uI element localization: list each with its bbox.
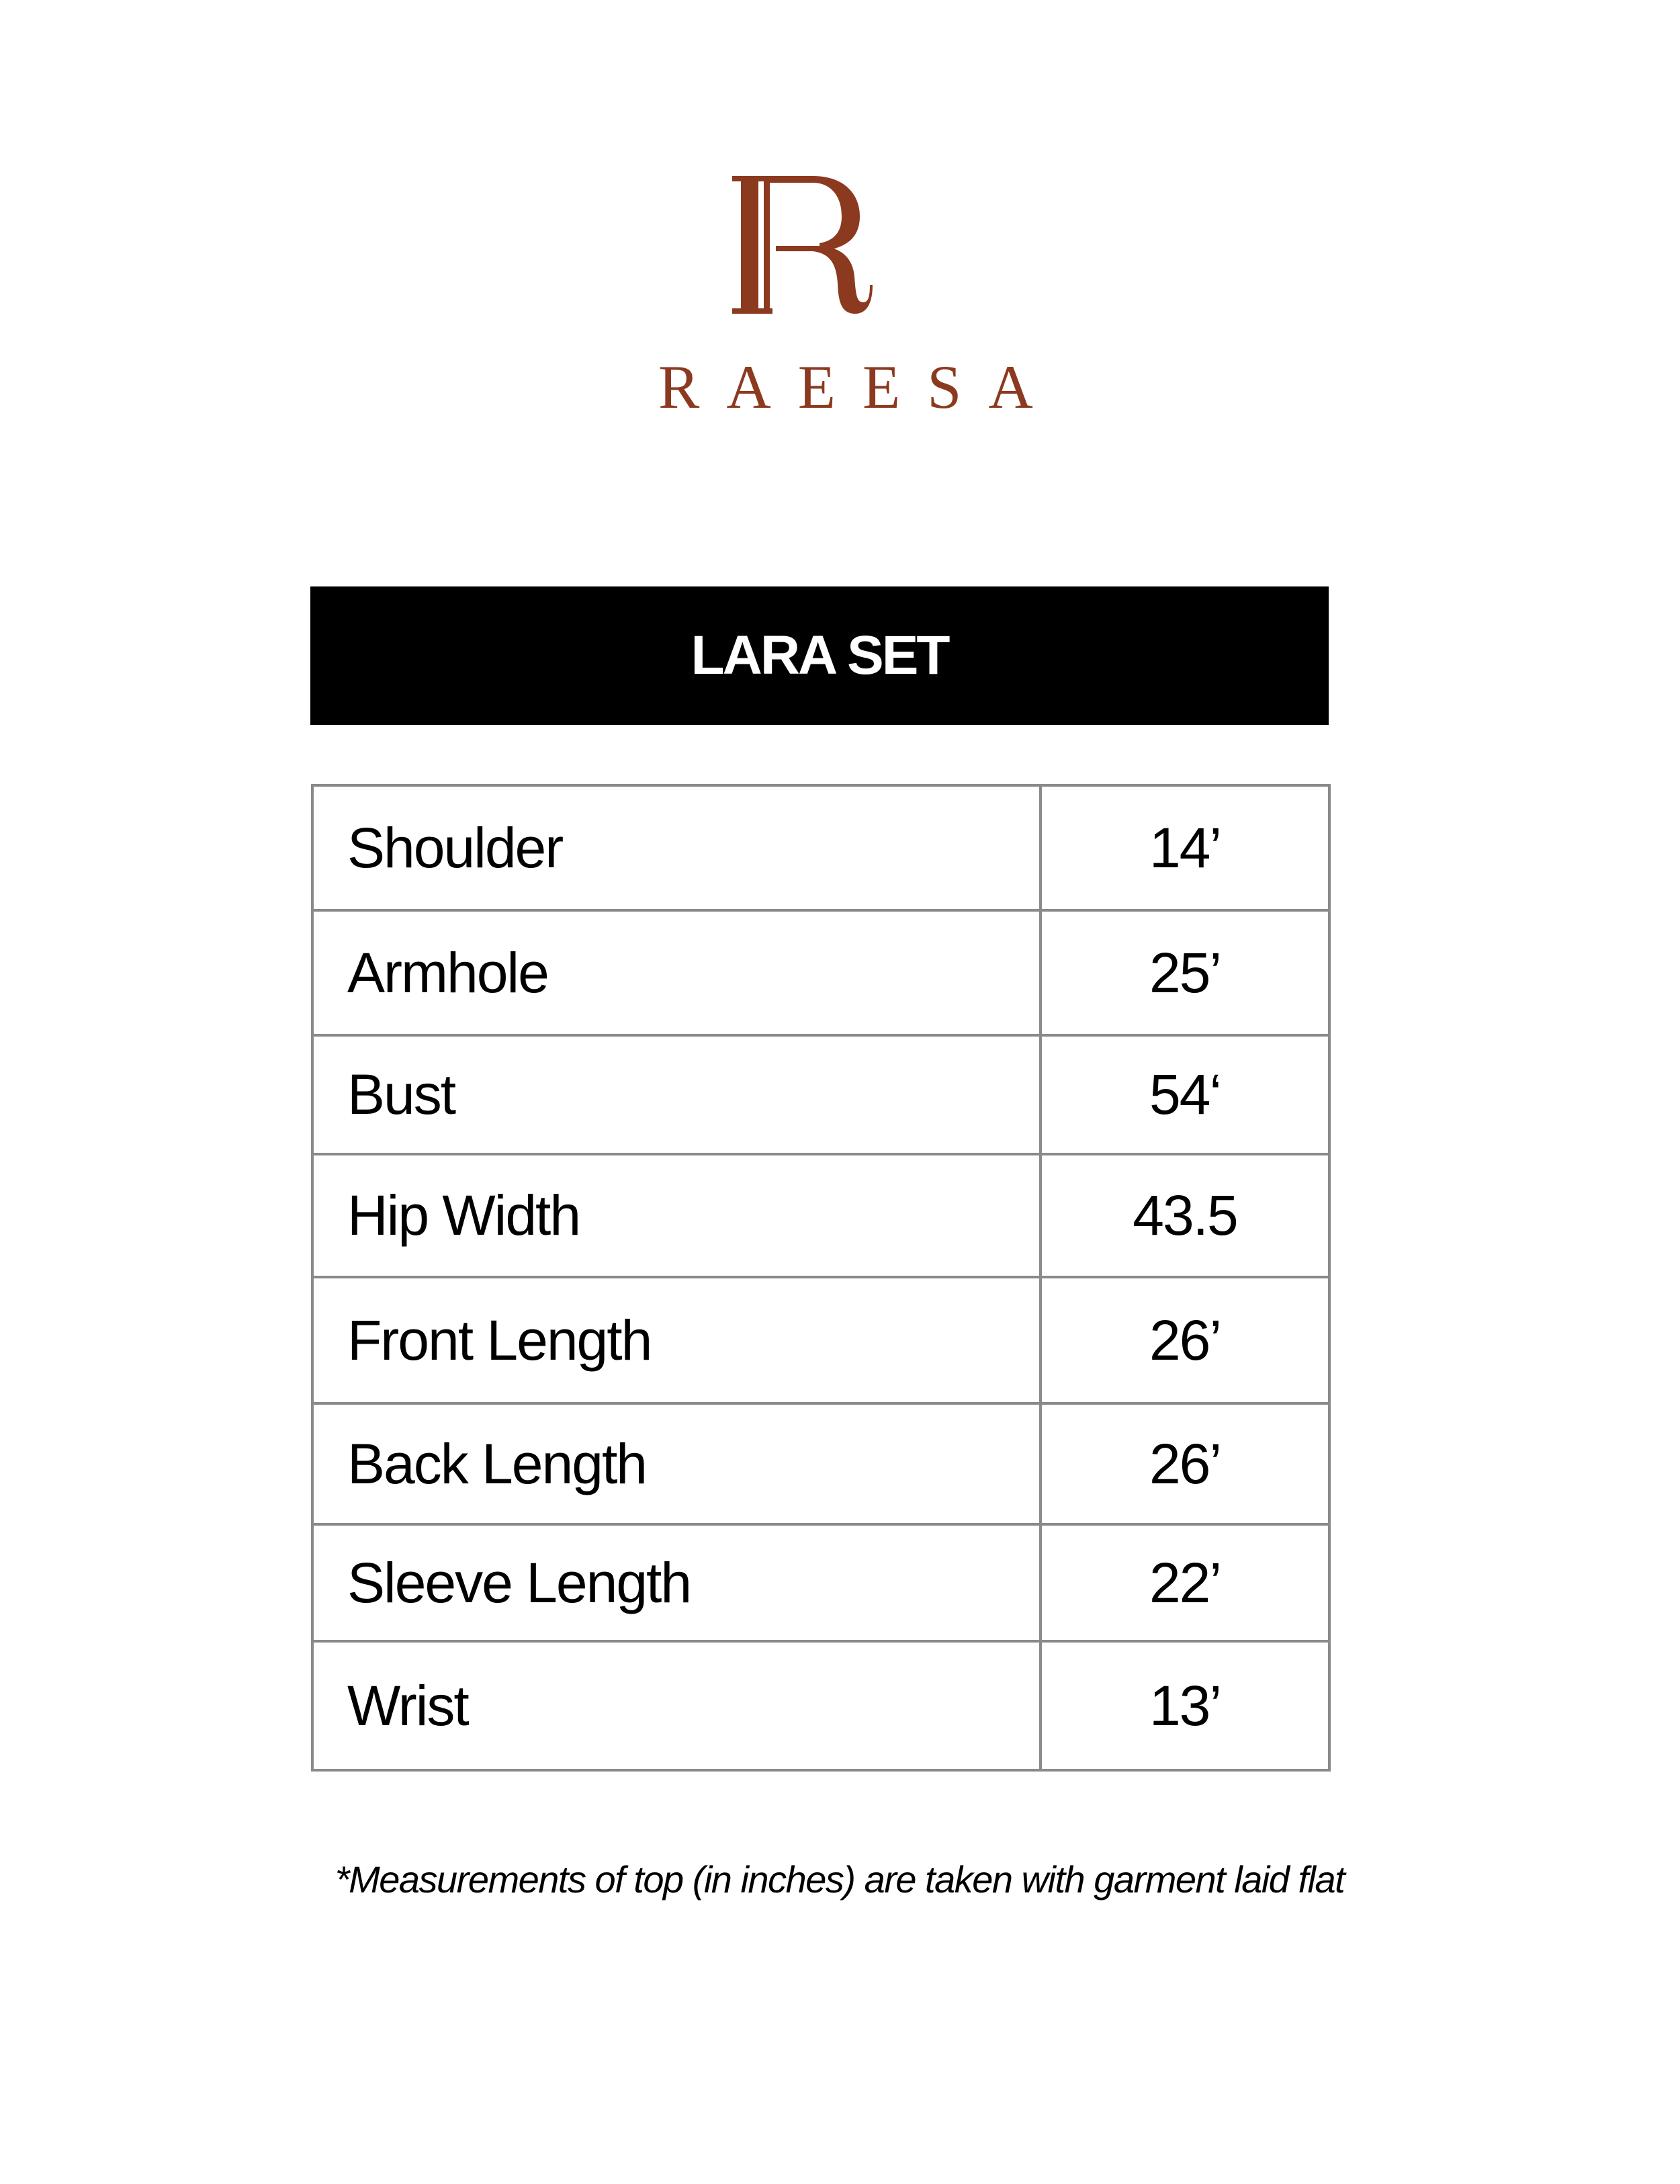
measurement-footnote: *Measurements of top (in inches) are taken with garment laid flat xyxy=(335,1858,1345,1901)
measurement-value: 26’ xyxy=(1041,1403,1329,1524)
measurement-label: Wrist xyxy=(312,1641,1041,1770)
measurement-label: Front Length xyxy=(312,1277,1041,1403)
table-row xyxy=(312,1403,1329,1524)
measurement-value: 25’ xyxy=(1041,910,1329,1035)
measurement-label: Shoulder xyxy=(312,785,1041,910)
table-row xyxy=(312,1154,1329,1277)
product-title: LARA SET xyxy=(691,625,948,686)
measurement-value: 13’ xyxy=(1041,1641,1329,1770)
product-title-bar xyxy=(310,586,1329,725)
measurement-label: Hip Width xyxy=(312,1154,1041,1277)
table-row xyxy=(312,785,1329,910)
measurement-label: Sleeve Length xyxy=(312,1524,1041,1641)
table-row xyxy=(312,1524,1329,1641)
measurement-label: Back Length xyxy=(312,1403,1041,1524)
measurement-value: 54‘ xyxy=(1041,1035,1329,1154)
table-row xyxy=(312,1035,1329,1154)
size-chart-table xyxy=(311,784,1331,1772)
table-row xyxy=(312,910,1329,1035)
raeesa-monogram-logo xyxy=(729,176,903,314)
measurement-label: Bust xyxy=(312,1035,1041,1154)
measurement-value: 14’ xyxy=(1041,785,1329,910)
measurement-label: Armhole xyxy=(312,910,1041,1035)
measurement-value: 22’ xyxy=(1041,1524,1329,1641)
table-row xyxy=(312,1641,1329,1770)
measurement-value: 26’ xyxy=(1041,1277,1329,1403)
measurement-value: 43.5 xyxy=(1041,1154,1329,1277)
brand-wordmark: RAEESA xyxy=(658,353,1060,421)
table-row xyxy=(312,1277,1329,1403)
